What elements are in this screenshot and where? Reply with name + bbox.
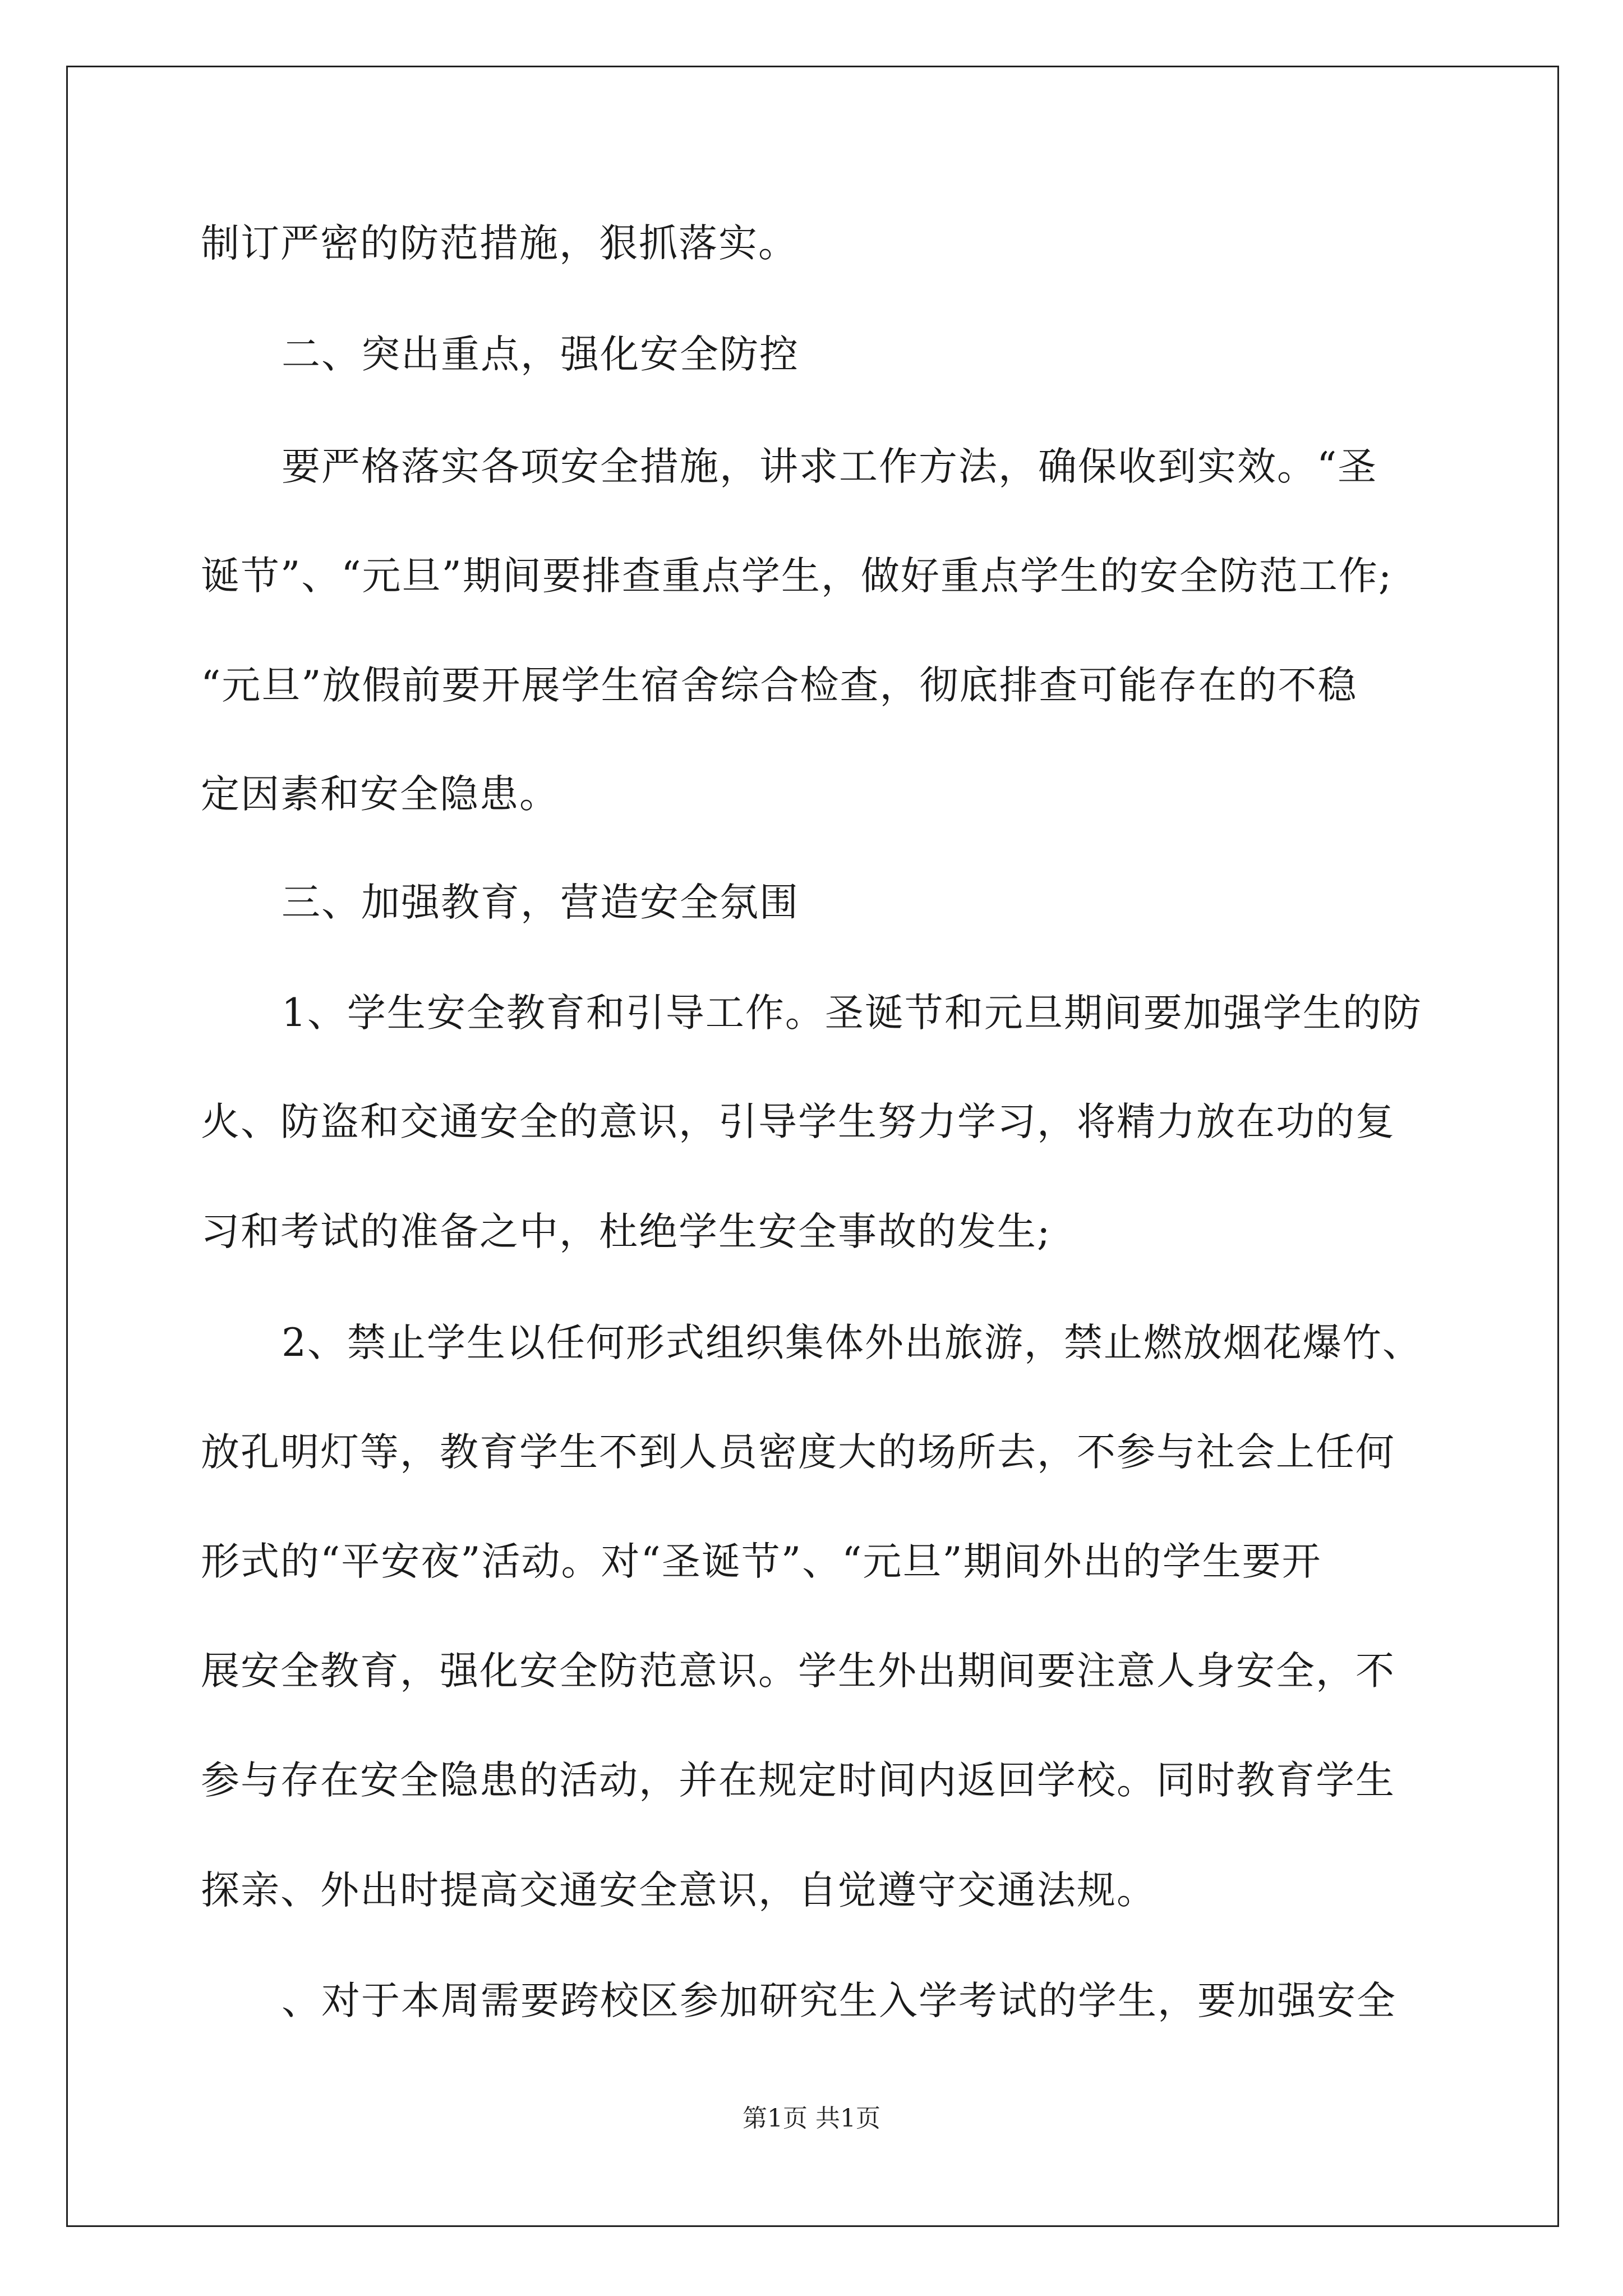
paragraph-line: 2、禁止学生以任何形式组织集体外出旅游，禁止燃放烟花爆竹、 <box>282 1320 1422 1365</box>
paragraph-line: 展安全教育，强化安全防范意识。学生外出期间要注意人身安全，不 <box>201 1649 1395 1694</box>
paragraph-line: 诞节”、“元旦”期间要排查重点学生，做好重点学生的安全防范工作; <box>201 554 1393 599</box>
paragraph-line: 制订严密的防范措施，狠抓落实。 <box>201 221 798 266</box>
paragraph-line: 放孔明灯等，教育学生不到人员密度大的场所去，不参与社会上任何 <box>201 1430 1395 1475</box>
paragraph-line: 1、学生安全教育和引导工作。圣诞节和元旦期间要加强学生的防 <box>282 991 1422 1036</box>
section-heading: 三、加强教育，营造安全氛围 <box>282 880 799 925</box>
paragraph-line: “元旦”放假前要开展学生宿舍综合检查，彻底排查可能存在的不稳 <box>201 663 1358 708</box>
section-heading: 二、突出重点，强化安全防控 <box>282 332 799 377</box>
paragraph-line: 习和考试的准备之中，杜绝学生安全事故的发生; <box>201 1209 1052 1254</box>
paragraph-line: 、对于本周需要跨校区参加研究生入学考试的学生，要加强安全 <box>282 1978 1396 2023</box>
paragraph-line: 要严格落实各项安全措施，讲求工作方法，确保收到实效。“圣 <box>282 444 1378 489</box>
paragraph-line: 形式的“平安夜”活动。对“圣诞节”、“元旦”期间外出的学生要开 <box>201 1539 1322 1584</box>
paragraph-line: 火、防盗和交通安全的意识，引导学生努力学习，将精力放在功的复 <box>201 1099 1395 1144</box>
page-footer: 第1页 共1页 <box>743 2104 880 2133</box>
paragraph-line: 定因素和安全隐患。 <box>201 772 559 817</box>
paragraph-line: 参与存在安全隐患的活动，并在规定时间内返回学校。同时教育学生 <box>201 1758 1395 1803</box>
paragraph-line: 探亲、外出时提高交通安全意识，自觉遵守交通法规。 <box>201 1868 1156 1913</box>
